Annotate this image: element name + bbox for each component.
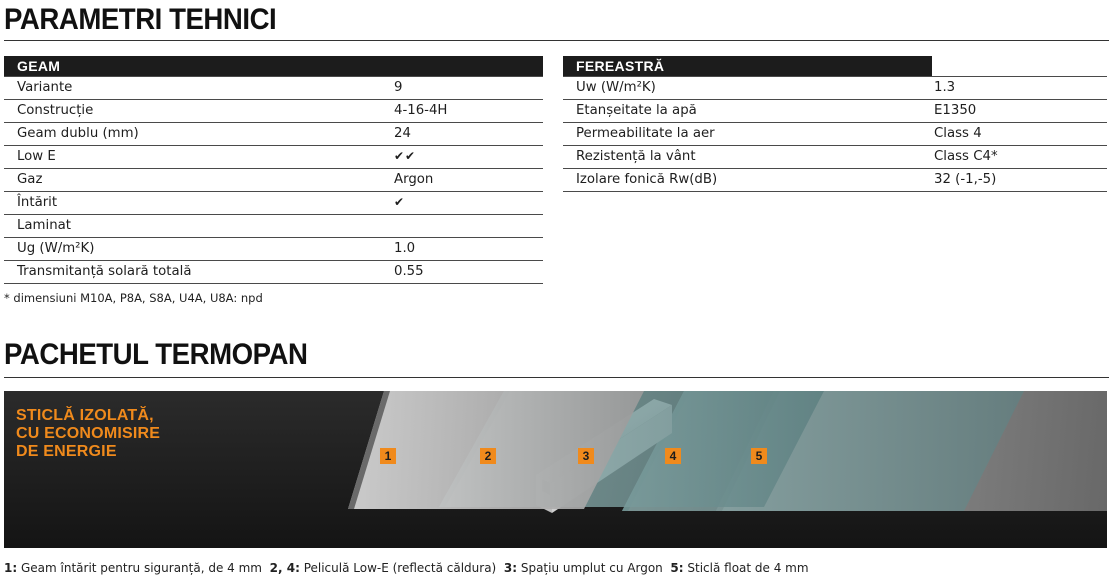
row-value: Class C4*: [934, 149, 998, 164]
table-row: [4, 76, 543, 100]
row-label: Gaz: [17, 172, 43, 187]
legend-text: Sticlă float de 4 mm: [683, 561, 809, 575]
legend-num: 5:: [670, 561, 684, 575]
row-label: Construcție: [17, 103, 94, 118]
row-value: E1350: [934, 103, 977, 118]
table-row: [4, 146, 543, 169]
legend-num: 1:: [4, 561, 18, 575]
row-label: Geam dublu (mm): [17, 126, 139, 141]
table-row: [4, 100, 543, 123]
row-label: Etanșeitate la apă: [576, 103, 697, 118]
fereastra-table-header: FEREASTRĂ: [563, 56, 932, 76]
footnote: * dimensiuni M10A, P8A, S8A, U4A, U8A: npd: [4, 291, 263, 305]
table-row: [563, 169, 1107, 192]
legend-text: Geam întărit pentru siguranță, de 4 mm: [17, 561, 262, 575]
glazing-illustration: [4, 391, 1107, 548]
row-label: Izolare fonică Rw(dB): [576, 172, 718, 187]
row-value: Class 4: [934, 126, 982, 141]
section-rule: [4, 40, 1109, 41]
table-row: [4, 192, 543, 215]
table-row: [4, 261, 543, 284]
legend-num: 3:: [503, 561, 518, 575]
geam-table-header: GEAM: [4, 56, 543, 76]
pane-badge-5: 5: [751, 448, 767, 464]
section-title-parametri: PARAMETRI TEHNICI: [4, 3, 277, 36]
pane-badge-3: 3: [578, 448, 594, 464]
row-label: Variante: [17, 80, 73, 95]
pane-badge-2: 2: [480, 448, 496, 464]
table-row: [563, 76, 1107, 100]
fereastra-table: [563, 56, 1107, 192]
geam-table: [4, 56, 543, 284]
row-label: Uw (W/m²K): [576, 80, 656, 95]
check-icon: ✔: [394, 195, 406, 209]
row-value: 32 (-1,-5): [934, 172, 997, 187]
pane-badge-4: 4: [665, 448, 681, 464]
glass-panes-graphic: [4, 391, 1107, 548]
table-row: [563, 123, 1107, 146]
row-label: Rezistență la vânt: [576, 149, 696, 164]
row-value: 4-16-4H: [394, 103, 448, 118]
table-row: [4, 123, 543, 146]
table-row: [563, 100, 1107, 123]
table-row: [4, 238, 543, 261]
row-value: 24: [394, 126, 411, 141]
section-rule: [4, 377, 1109, 378]
row-value: 0.55: [394, 264, 424, 279]
row-value: Argon: [394, 172, 434, 187]
legend-text: Peliculă Low-E (reflectă căldura): [299, 561, 497, 575]
legend-text: Spațiu umplut cu Argon: [517, 561, 663, 575]
band-title-line: CU ECONOMISIRE: [16, 425, 161, 442]
row-label: Întărit: [17, 195, 58, 210]
section-title-pachetul: PACHETUL TERMOPAN: [4, 338, 308, 371]
table-row: [563, 146, 1107, 169]
table-row: [4, 215, 543, 238]
band-title-line: STICLĂ IZOLATĂ,: [16, 407, 154, 424]
check-icon: ✔✔: [394, 149, 417, 163]
row-value: 1.3: [934, 80, 956, 95]
row-label: Low E: [17, 149, 56, 164]
row-label: Transmitanță solară totală: [17, 264, 192, 279]
band-title-line: DE ENERGIE: [16, 443, 117, 460]
pane-legend: [4, 561, 809, 575]
row-value: 9: [394, 80, 403, 95]
pane-badge-1: 1: [380, 448, 396, 464]
table-row: [4, 169, 543, 192]
row-label: Permeabilitate la aer: [576, 126, 715, 141]
legend-num: 2, 4:: [269, 561, 300, 575]
row-value: 1.0: [394, 241, 416, 256]
row-label: Ug (W/m²K): [17, 241, 95, 256]
row-label: Laminat: [17, 218, 71, 233]
